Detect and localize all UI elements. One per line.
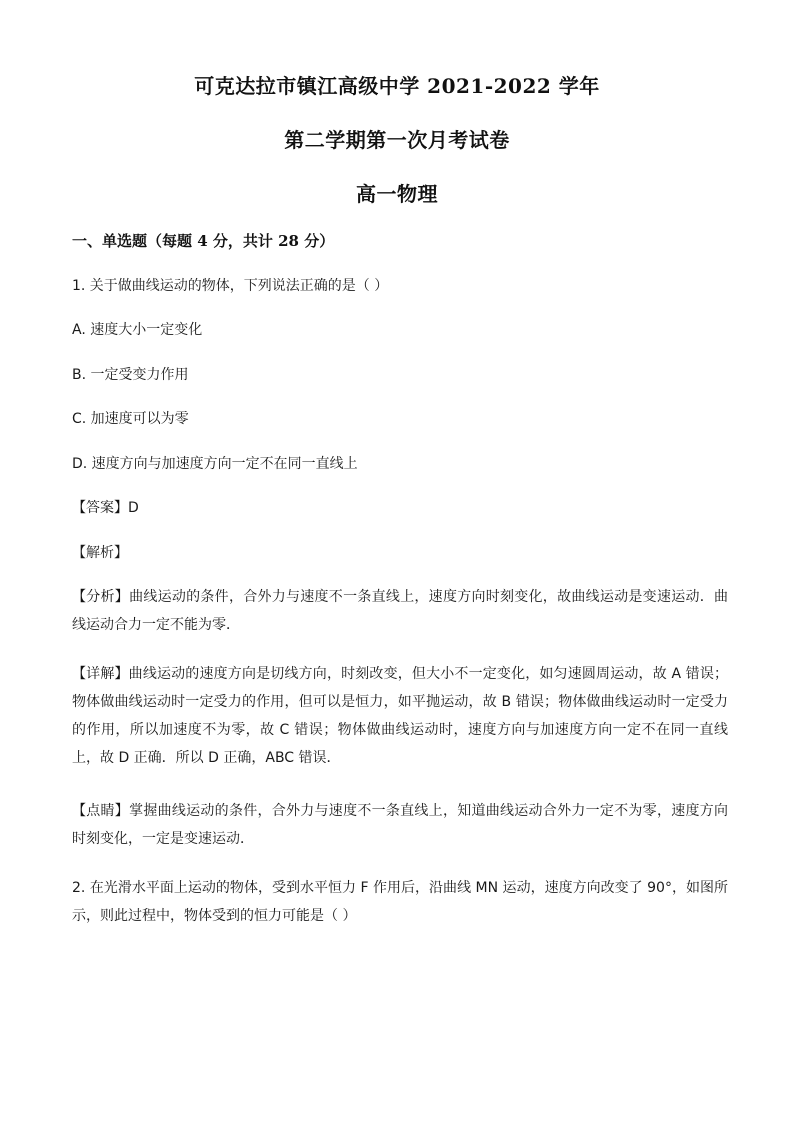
analysis-paragraph [72,583,728,639]
tip-paragraph [72,797,728,853]
option-a: A. 速度大小一定变化 [72,322,203,338]
xiangjie-text: 曲线运动的速度方向是切线方向，时刻改变，但大小不一定变化，如匀速圆周运动，故 A 错误；物体做曲线运动时一定受力的作用，但可以是恒力，如平抛运动，故 B 错误；物体做曲线运动时一定受力的作用，所以加速度不为零，故 C 错误；物体做曲线运动时，速度方向与加速度方向一定不在同一直线上，故 D 正确．所以 D 正确，ABC 错误． [72,666,728,766]
answer-value: D [128,500,139,516]
dianjing-tag: 【点睛】 [72,803,130,819]
answer-line [72,498,732,518]
question-1-stem: 1. 关于做曲线运动的物体，下列说法正确的是（ ） [72,278,389,294]
exam-title: 第二学期第一次月考试卷 [284,128,510,152]
dianjing-text: 掌握曲线运动的条件，合外力与速度不一条直线上，知道曲线运动合外力一定不为零，速度方向时刻变化，一定是变速运动． [72,803,729,847]
detail-paragraph [72,660,728,772]
analysis-tag: 【解析】 [72,545,128,561]
school-title: 可克达拉市镇江高级中学 2021-2022 学年 [194,74,600,98]
option-c: C. 加速度可以为零 [72,411,189,427]
fenxi-text: 曲线运动的条件，合外力与速度不一条直线上，速度方向时刻变化，故曲线运动是变速运动．曲线运动合力一定不能为零． [72,589,729,633]
subject-title: 高一物理 [356,182,438,206]
xiangjie-tag: 【详解】 [72,666,129,682]
section-heading: 一、单选题（每题 4 分，共计 28 分） [72,232,335,250]
option-d: D. 速度方向与加速度方向一定不在同一直线上 [72,456,358,472]
fenxi-tag: 【分析】 [72,589,130,605]
option-b: B. 一定受变力作用 [72,367,189,383]
question-2-stem: 2. 在光滑水平面上运动的物体，受到水平恒力 F 作用后，沿曲线 MN 运动，速度方向改变了 90°，如图所示，则此过程中，物体受到的恒力可能是（ ） [72,880,728,924]
answer-tag: 【答案】 [72,500,128,516]
